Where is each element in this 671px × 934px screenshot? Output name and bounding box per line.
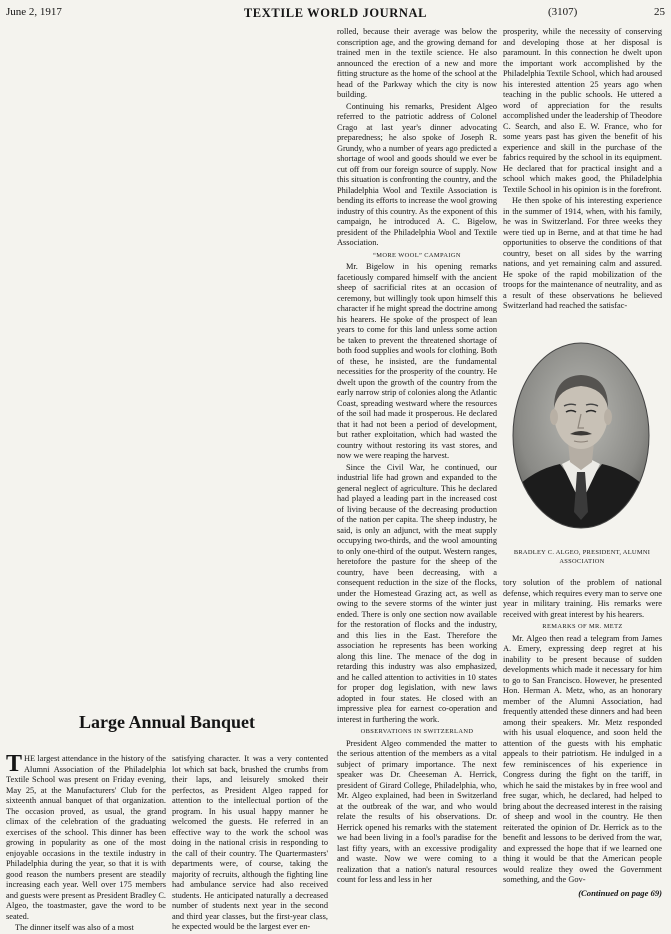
article-paragraph: THE largest attendance in the history of the Alumni Association of the Philadelphia Textile School was present on Friday evening, May 25, at the Manufacturers' Club for the sixteenth annual banquet of that organization. The occasion proved, as usual, the grand climax of the celebration of the graduating exercises of the school. This dinner has been growing in popularity as one of the most enjoyable occasions in the textile industry in Philadelphia during the year, so that it is with good reason the numbers present are steadily increasing each year. Well over 175 members and guests were present as President Bradley C. Algeo, the toastmaster, gave the word to be seated. bbox=[6, 751, 166, 921]
portrait-illustration bbox=[512, 342, 650, 529]
article-paragraph: Since the Civil War, he continued, our industrial life had grown and expanded to the general neglect of agriculture. This he declared had played a leading part in the increased cost of living because of the decreasing production of the nation per capita. The sheep industry, he said, is only an adjunct, with the meat supply occupying two-thirds, and the wool amounting to only one-third of the output. Western ranges, heretofore the pasture for the sheep of the country, have been decreasing, with a consequent reduction in the size of the flocks, under the Homestead Grazing act, as well as owing to the severe storms of the winter just ended. There is only one section now available for the restoration of flocks and the industry, and this lies in the East. Therefore the association he represents has been working along this line. The menace of the dog in retarding this industry was also emphasized, and he called attention to activities in 10 states for proper dog legislation, with new laws adopted in four states. He closed with an impressive plea for earnest co-operation and interest in furthering the work. bbox=[337, 462, 497, 724]
issue-date: June 2, 1917 bbox=[6, 6, 62, 18]
photo-caption: BRADLEY C. ALGEO, PRESIDENT, ALUMNI ASSOCIATION bbox=[513, 549, 651, 565]
column-4-top bbox=[503, 27, 662, 333]
journal-title: TEXTILE WORLD JOURNAL bbox=[243, 6, 428, 20]
article-paragraph: tory solution of the problem of national defense, which requires every man to serve one year in military training. His remarks were received with great interest by his hearers. bbox=[503, 578, 662, 619]
article-paragraph: Mr. Bigelow in his opening remarks facetiously compared himself with the ancient sheep of sacrificial rites at an occasion of ceremony, but willingly took upon himself this character if he might spread the doctrine among his hearers. He spoke of the prospect of lean years to come for this land unless some action be taken to prevent the threatened shortage of both food supplies and wools for clothing. Both of these, he insisted, are the fundamental necessities for the prosperity of the country. He dwelt upon the growth of the country from the early narrow strip of colonies along the Atlantic Coast, spreading westward where the resources of the soil had made it prosperous. He declared that it had not been a period of development, but rather exploitation, which had wasted the country without restoring its vast stores, and now we were reaping the harvest. bbox=[337, 262, 497, 460]
continued-note: (Continued on page 69) bbox=[578, 887, 662, 898]
article-paragraph: rolled, because their average was below the conscription age, and the growing demand for trained men in the textile science. He also announced the erection of a new and more fitting structure as the home of the school at the head of the Parkway which the city is now building. bbox=[337, 27, 497, 99]
column-3 bbox=[337, 27, 497, 909]
issue-number: (3107) bbox=[548, 6, 578, 18]
subheading-more-wool: “MORE WOOL” CAMPAIGN bbox=[373, 251, 461, 259]
column-4-bottom bbox=[503, 578, 662, 909]
column-2 bbox=[172, 754, 328, 931]
page-header bbox=[0, 6, 671, 22]
article-paragraph: Mr. Algeo then read a telegram from James A. Emery, expressing deep regret at his inability to be present because of sudden developments which made it necessary for him to go to San Francisco. However, he presented Hon. Herman A. Metz, who, as an honorary member of the Alumni Association, had frequently attended these dinners and had been among their speakers. Mr. Metz responded with his usual eloquence, and soon held the attention of the guests with his emphatic appeals to their patriotism. He indulged in a few reminiscences of his experience in Congress during the fight on the tariff, in which he said the mistakes by in free wool and free sugar, which, he declared, had helped to bring about the decreased interest in the raising of sheep and wool in the country. He then reiterated the opinion of Dr. Herrick as to the benefit and lessons to be derived from the war, and expressed the hope that if we learned one thing it would be that the American people would realize they owed the Government something, and the Gov- bbox=[503, 633, 662, 884]
article-paragraph: The dinner itself was also of a most bbox=[15, 923, 134, 932]
page-number: 25 bbox=[654, 6, 665, 18]
subheading-metz: REMARKS OF MR. METZ bbox=[542, 623, 623, 630]
article-headline: Large Annual Banquet bbox=[78, 712, 256, 732]
column-1 bbox=[6, 751, 166, 932]
subheading-switzerland: OBSERVATIONS IN SWITZERLAND bbox=[360, 728, 474, 735]
article-paragraph: He then spoke of his interesting experience in the summer of 1914, when, with his family, he was in Switzerland. For three weeks they were tied up in Berne, and at that time he had opportunities to observe the conditions of that country, beset on all sides by the warring nations, and yet remaining calm and assured. He spoke of the rapid mobilization of the troops for the maintenance of neutrality, and as a result of these observations he believed Switzerland had reached the satisfac- bbox=[503, 196, 662, 310]
article-paragraph: President Algeo commended the matter to the serious attention of the members as a vital subject of primary importance. The next speaker was Dr. Cheeseman A. Herrick, president of Girard College, Philadelphia, who, Mr. Algeo explained, had been in Switzerland at the outbreak of the war, and who would relate the results of his observations. Dr. Herrick opened his remarks with the statement we had been living in a fool's paradise for the last fifty years, with an excessive prodigality and waste. Now we were coming to a realization that a nation's natural resources count for less and less in her bbox=[337, 738, 497, 884]
article-paragraph: Continuing his remarks, President Algeo referred to the patriotic address of Colonel Crago at last year's dinner advocating preparedness; he also spoke of Joseph R. Grundy, who a number of years ago predicted a shortage of wool and goods should we ever be cut off from our foreign source of supply. Now this situation is confronting the country, and the Philadelphia Wool and Textile Association is bending its efforts to increase the wool growing industry of this country. As the exponent of this campaign, he introduced A. C. Bigelow, president of the Philadelphia Wool and Textile Association. bbox=[337, 101, 497, 247]
article-paragraph: satisfying character. It was a very contented lot which sat back, brushed the crumbs from their laps, and leisurely smoked their perfectos, as President Algeo rapped for attention to the intellectual portion of the program. In his usual happy manner he welcomed the guests. He referred in an effective way to the work the school was doing in the national crisis in responding to the call of their country. The Quartermasters' departments were, of course, taking the majority of recruits, although the fighting line had ambulance service had also received students. He anticipated naturally a decreased number of students next year in the second and third year classes, but the first-year class, he expected would be the largest ever en- bbox=[172, 754, 328, 931]
portrait-photo bbox=[512, 342, 650, 529]
drop-cap: T bbox=[6, 751, 23, 777]
article-paragraph: prosperity, while the necessity of conserving and developing those at her disposal is paramount. In this connection he dwelt upon the important work accomplished by the Philadelphia Textile School, which had aroused his interested attention 25 years ago when teaching in the public schools. He uttered a word of appreciation for the results accomplished under the leadership of Theodore C. Search, and also E. W. France, who for some years past has given the benefit of his experience and skill in the purchase of the fabrics required by the school in its equipment. He declared that for practical insight and a school which makes good, the Philadelphia Textile School in his opinion is in the forefront. bbox=[503, 27, 662, 194]
